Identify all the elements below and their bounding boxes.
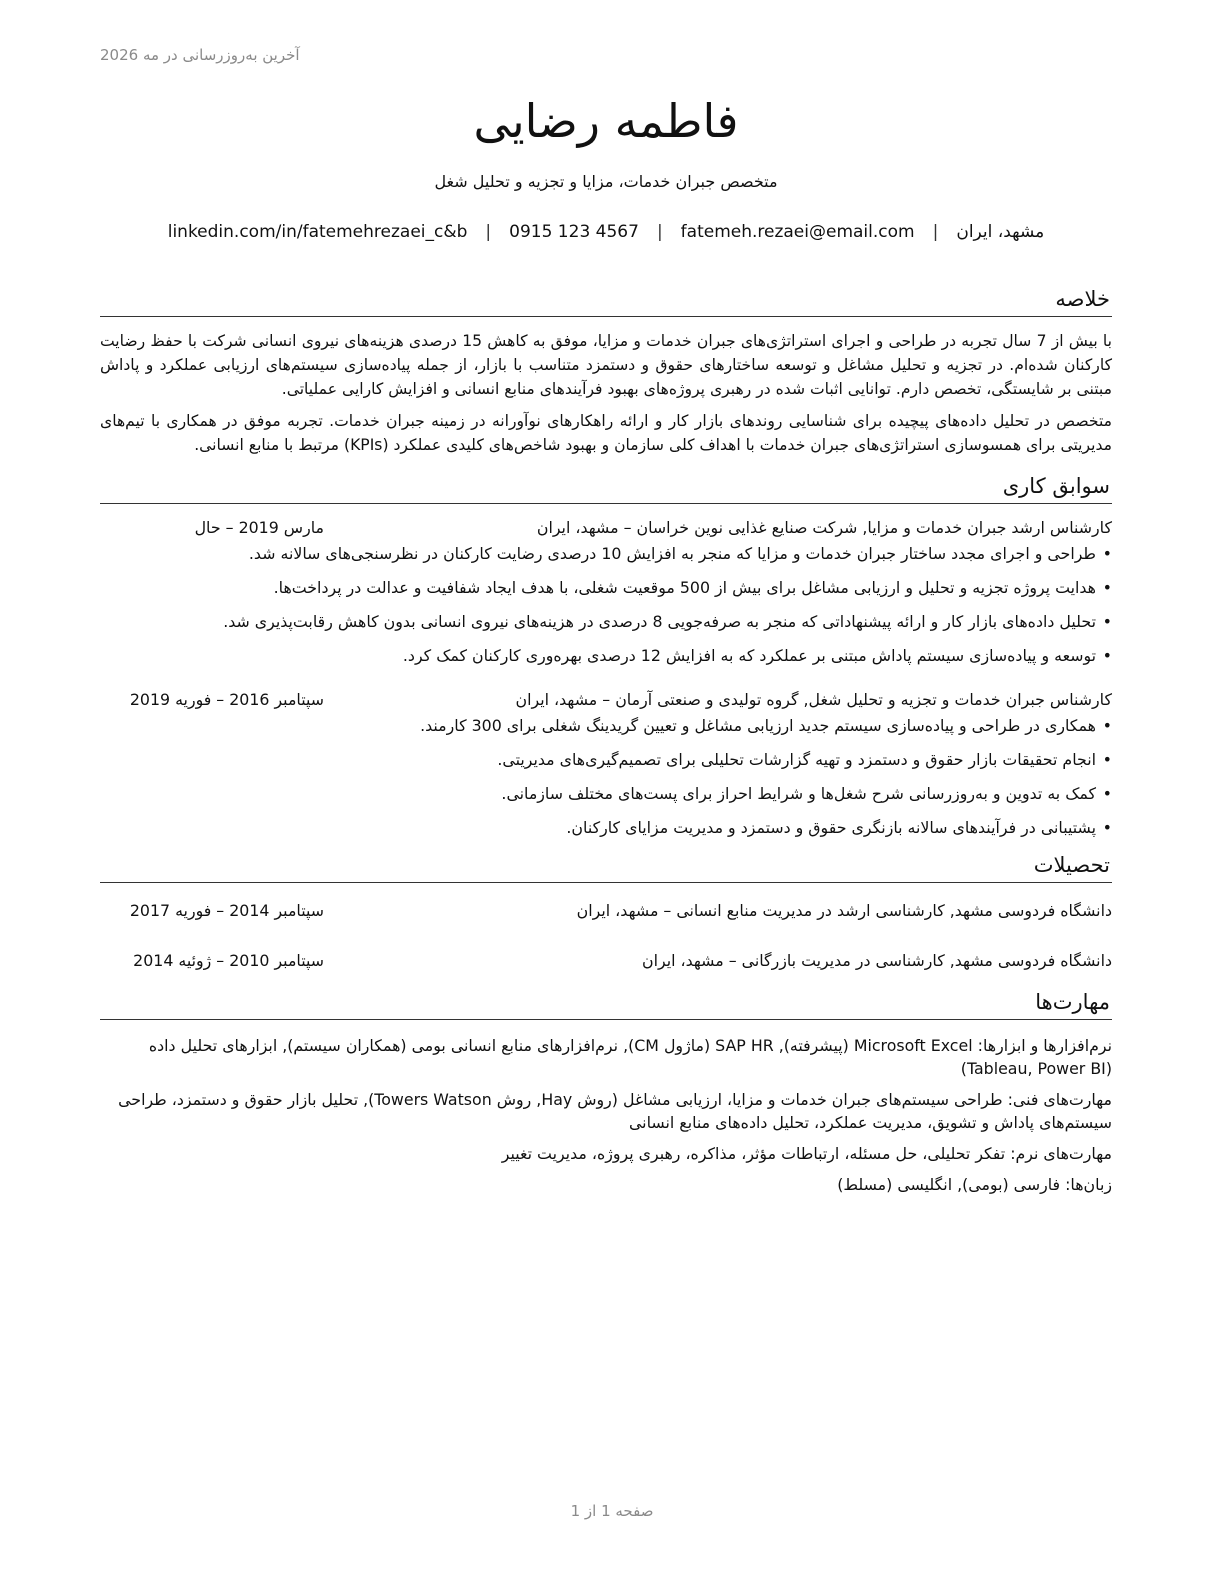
job-bullet [100, 816, 1112, 840]
job-dates: مارس 2019 – حال [194, 518, 324, 537]
education-entry [100, 899, 1112, 923]
education-text: دانشگاه فردوسی مشهد, کارشناسی ارشد در مدیریت منابع انسانی – مشهد، ایران [576, 901, 1112, 920]
contact-line [100, 218, 1112, 246]
job-bullet [100, 748, 1112, 772]
job-bullet [100, 644, 1112, 668]
resume-page [100, 86, 1112, 1196]
job-bullet [100, 782, 1112, 806]
skills-section [100, 987, 1112, 1196]
contact-location: مشهد، ایران [956, 222, 1045, 242]
job-bullet-text: توسعه و پیاده‌سازی سیستم پاداش مبتنی بر عملکرد که به افزایش 12 درصدی بهره‌وری کارکنان کمک کرد. [402, 646, 1096, 665]
job-bullet-text: همکاری در طراحی و پیاده‌سازی سیستم جدید ارزیابی مشاغل و تعیین گریدینگ شغلی برای 300 کارمند. [420, 716, 1096, 735]
education-dates: سپتامبر 2010 – ژوئیه 2014 [133, 951, 324, 970]
job-bullets [100, 714, 1112, 840]
job-entry [100, 688, 1112, 840]
job-bullet-text: طراحی و اجرای مجدد ساختار جبران خدمات و مزایا که منجر به افزایش 10 درصدی رضایت کارکنان در نظرسنجی‌های سالانه شد. [248, 544, 1096, 563]
job-bullet-text: انجام تحقیقات بازار حقوق و دستمزد و تهیه گزارشات تحلیلی برای تصمیم‌گیری‌های مدیریتی. [497, 750, 1096, 769]
job-title: کارشناس ارشد جبران خدمات و مزایا, شرکت صنایع غذایی نوین خراسان – مشهد، ایران [536, 518, 1112, 537]
job-bullet [100, 542, 1112, 566]
education-text: دانشگاه فردوسی مشهد, کارشناسی در مدیریت بازرگانی – مشهد، ایران [642, 951, 1112, 970]
job-bullet-text: کمک به تدوین و به‌روزرسانی شرح شغل‌ها و شرایط احراز برای پست‌های مختلف سازمانی. [501, 784, 1096, 803]
job-entry [100, 516, 1112, 668]
job-bullet-text: پشتیبانی در فرآیندهای سالانه بازنگری حقوق و دستمزد و مدیریت مزایای کارکنان. [566, 818, 1096, 837]
education-title: تحصیلات [100, 850, 1112, 883]
job-bullet [100, 610, 1112, 634]
candidate-headline: متخصص جبران خدمات، مزایا و تجزیه و تحلیل شغل [434, 172, 778, 191]
bullet-dot: • [1102, 750, 1112, 769]
education-section [100, 850, 1112, 973]
candidate-name: فاطمه رضایی [473, 94, 739, 148]
skills-line: مهارت‌های نرم: تفکر تحلیلی، حل مسئله، ارتباطات مؤثر، مذاکره، رهبری پروژه، مدیریت تغییر [501, 1144, 1112, 1163]
summary-paragraph: متخصص در تحلیل داده‌های پیچیده برای شناسایی روندهای بازار کار و ارائه راهکارهای نوآورانه در زمینه جبران خدمات. تجربه موفق در همکاری با تیم‌های مدیریتی برای همسوسازی استراتژی‌های جبران خدمات با اهداف کلی سازمان و بهبود شاخص‌های کلیدی عملکرد (KPIs) مرتبط با منابع انسانی. [100, 412, 1112, 454]
skills-title: مهارت‌ها [100, 987, 1112, 1020]
skills-line: مهارت‌های فنی: طراحی سیستم‌های جبران خدمات و مزایا، ارزیابی مشاغل (روش Hay, روش Towers Watson), تحلیل بازار حقوق و دستمزد، طراحی سیستم‌های پاداش و تشویق، مدیریت عملکرد، تحلیل داده‌های منابع انسانی [118, 1090, 1112, 1132]
bullet-dot: • [1102, 612, 1112, 631]
bullet-dot: • [1102, 716, 1112, 735]
job-title: کارشناس جبران خدمات و تجزیه و تحلیل شغل, گروه تولیدی و صنعتی آرمان – مشهد، ایران [515, 690, 1112, 709]
job-dates: سپتامبر 2016 – فوریه 2019 [129, 690, 324, 709]
job-header [100, 516, 1112, 540]
contact-separator: | [485, 222, 492, 242]
contact-email[interactable]: fatemeh.rezaei@email.com [680, 222, 915, 242]
contact-separator: | [932, 222, 939, 242]
contact-phone: 0915 123 4567 [509, 222, 639, 242]
bullet-dot: • [1102, 784, 1112, 803]
experience-section [100, 471, 1112, 840]
education-entry [100, 949, 1112, 973]
job-bullet-text: هدایت پروژه تجزیه و تحلیل و ارزیابی مشاغل برای بیش از 500 موقعیت شغلی، با هدف ایجاد شفافیت و عدالت در پرداخت‌ها. [273, 578, 1096, 597]
page-number: صفحه 1 از 1 [570, 1502, 654, 1520]
summary-title: خلاصه [100, 284, 1112, 317]
contact-separator: | [656, 222, 663, 242]
job-bullets [100, 542, 1112, 668]
bullet-dot: • [1102, 818, 1112, 837]
contact-linkedin[interactable]: linkedin.com/in/fatemehrezaei_c&b [167, 222, 468, 242]
skills-line: زبان‌ها: فارسی (بومی), انگلیسی (مسلط) [837, 1175, 1112, 1194]
summary-paragraph: با بیش از 7 سال تجربه در طراحی و اجرای استراتژی‌های جبران خدمات و مزایا، موفق به کاهش 15 درصدی هزینه‌های نیروی انسانی شرکت با حفظ رضایت کارکنان شده‌ام. در تجزیه و تحلیل مشاغل و توسعه ساختارهای حقوق و دستمزد متناسب با بازار، از جمله پیاده‌سازی سیستم‌های ارزیابی عملکرد و پاداش مبتنی بر شایستگی، تخصص دارم. توانایی اثبات شده در رهبری پروژه‌های بهبود فرآیندهای منابع انسانی و افزایش کارایی عملیاتی. [100, 332, 1112, 398]
last-updated-note: آخرین به‌روزرسانی در مه 2026 [100, 46, 300, 64]
summary-section [100, 284, 1112, 457]
experience-title: سوابق کاری [100, 471, 1112, 504]
bullet-dot: • [1102, 646, 1112, 665]
bullet-dot: • [1102, 544, 1112, 563]
job-bullet [100, 576, 1112, 600]
bullet-dot: • [1102, 578, 1112, 597]
job-header [100, 688, 1112, 712]
education-dates: سپتامبر 2014 – فوریه 2017 [129, 901, 324, 920]
skills-line: نرم‌افزارها و ابزارها: Microsoft Excel (پیشرفته), SAP HR (ماژول CM), نرم‌افزارهای منابع انسانی بومی (همکاران سیستم), ابزارهای تحلیل داده (Tableau, Power BI) [148, 1036, 1112, 1078]
job-bullet [100, 714, 1112, 738]
job-bullet-text: تحلیل داده‌های بازار کار و ارائه پیشنهاداتی که منجر به صرفه‌جویی 8 درصدی در هزینه‌های نیروی انسانی بدون کاهش رقابت‌پذیری شد. [223, 612, 1096, 631]
